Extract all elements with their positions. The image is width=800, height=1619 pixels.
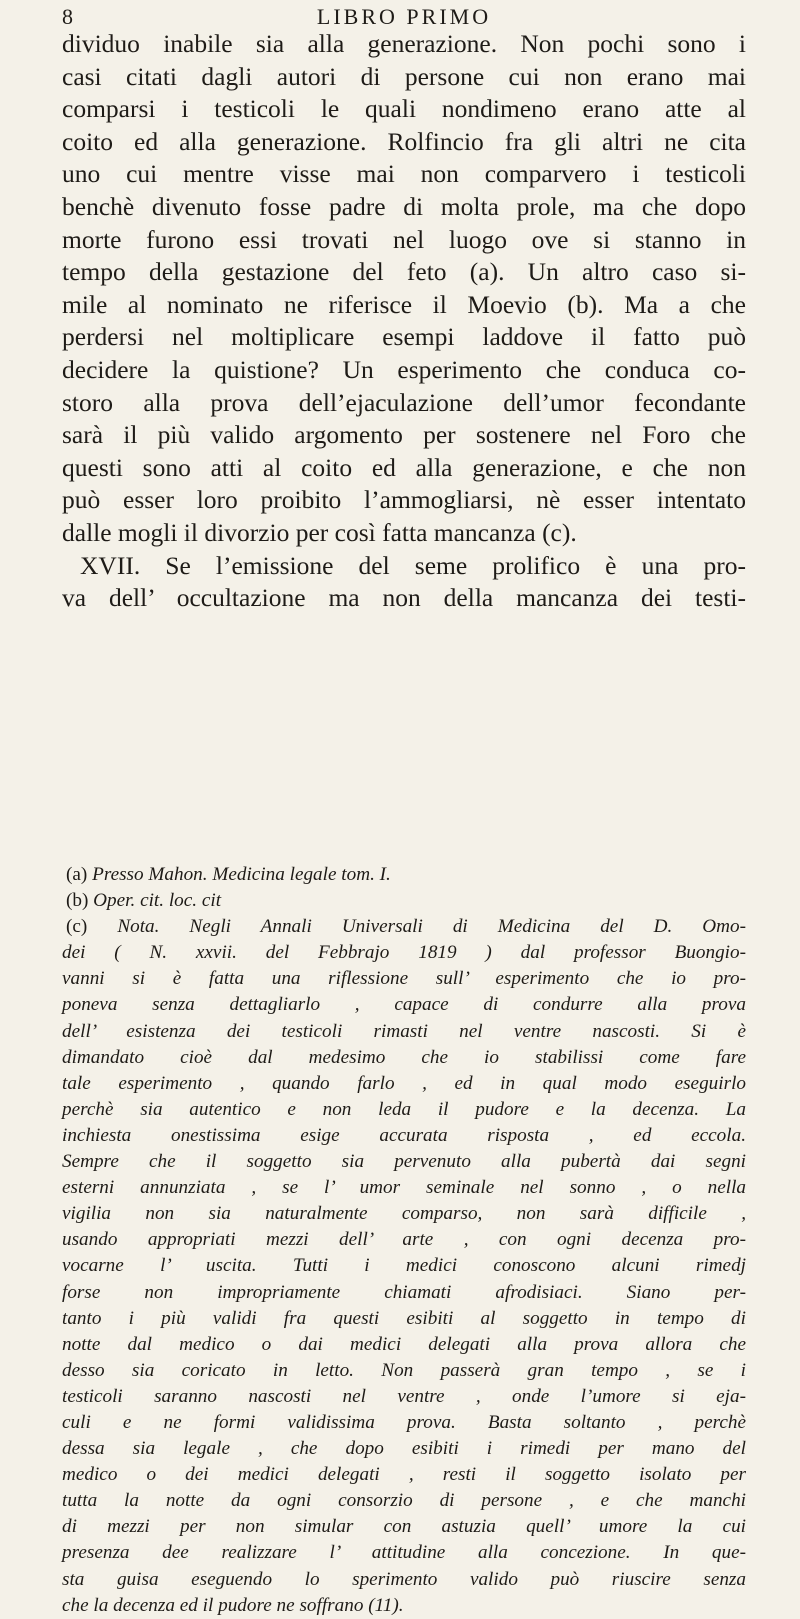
text-line: può esser loro proibito l’ammogliarsi, nè esser intentato	[62, 485, 746, 515]
text-line: sarà il più valido argomento per sostenere nel Foro che	[62, 420, 746, 450]
text-line: tempo della gestazione del feto (a). Un altro caso si-	[62, 257, 746, 287]
footnote-marker: (c)	[66, 916, 88, 938]
text-line: benchè divenuto fosse padre di molta prole, ma che dopo	[62, 191, 746, 221]
footnote-line: vanni si è fatta una riflessione sull’ esperimento che io pro-	[62, 968, 746, 990]
footnote-text: Presso Mahon. Medicina legale tom. I.	[92, 864, 391, 885]
text-line: casi citati dagli autori di persone cui non erano mai	[62, 61, 746, 91]
footnote-line: poneva senza dettagliarlo , capace di condurre alla prova	[62, 994, 746, 1016]
text-line: morte furono essi trovati nel luogo ove si stanno in	[62, 224, 746, 254]
footnotes	[62, 862, 746, 1619]
text-line: storo alla prova dell’ejaculazione dell’umor fecondante	[62, 387, 746, 417]
text-line: uno cui mentre visse mai non comparvero i testicoli	[62, 159, 746, 189]
footnote-line: sta guisa eseguendo lo sperimento valido può riuscire senza	[62, 1568, 746, 1590]
text-line: mile al nominato ne riferisce il Moevio (b). Ma a che	[62, 289, 746, 319]
text-line: comparsi i testicoli le quali nondimeno erano atte al	[62, 94, 746, 124]
footnote-line: dessa sia legale , che dopo esibiti i rimedi per mano del	[62, 1438, 746, 1460]
footnote-line: testicoli saranno nascosti nel ventre , onde l’umore si eja-	[62, 1385, 746, 1407]
text-line: coito ed alla generazione. Rolfincio fra gli altri ne cita	[62, 126, 746, 156]
footnote-line: notte dal medico o dai medici delegati alla prova allora che	[62, 1333, 746, 1355]
page-number: 8	[62, 4, 74, 29]
footnote-marker: (b)	[66, 890, 89, 912]
footnote-b	[62, 888, 746, 914]
footnote-marker: (a)	[66, 864, 88, 885]
footnote-line: tutta la notte da ogni consorzio di persone , e che manchi	[62, 1490, 746, 1512]
footnote-line: desso sia coricato in letto. Non passerà gran tempo , se i	[62, 1359, 746, 1381]
footnote-line: tale esperimento , quando farlo , ed in qual modo eseguirlo	[62, 1072, 746, 1094]
footnote-line: vigilia non sia naturalmente comparso, non sarà difficile ,	[62, 1203, 746, 1225]
footnote-line: esterni annunziata , se l’ umor seminale nel sonno , o nella	[62, 1177, 746, 1199]
footnote-a	[62, 862, 746, 888]
main-text	[62, 28, 746, 615]
footnote-line: inchiesta onestissima esige accurata risposta , ed eccola.	[62, 1124, 746, 1146]
footnote-text: Nota. Negli Annali Universali di Medicina del D. Omo-	[117, 916, 747, 938]
footnote-line: che la decenza ed il pudore ne soffrano (11).	[62, 1594, 404, 1616]
section-heading-line: XVII. Se l’emissione del seme prolifico è una pro-	[80, 550, 746, 580]
footnote-line: vocarne l’ uscita. Tutti i medici conoscono alcuni rimedj	[62, 1255, 746, 1277]
footnote-line: tanto i più validi fra questi esibiti al soggetto in tempo di	[62, 1307, 746, 1329]
footnote-line: medico o dei medici delegati , resti il soggetto isolato per	[62, 1464, 746, 1486]
footnote-line: Sempre che il soggetto sia pervenuto alla pubertà dai segni	[62, 1151, 746, 1173]
footnote-line: perchè sia autentico e non leda il pudore e la decenza. La	[62, 1098, 746, 1120]
footnote-c	[62, 914, 746, 940]
running-title: LIBRO PRIMO	[316, 4, 492, 29]
footnote-line: usando appropriati mezzi dell’ arte , con ogni decenza pro-	[62, 1229, 746, 1251]
footnote-line: culi e ne formi validissima prova. Basta soltanto , perchè	[62, 1411, 746, 1433]
footnote-line: dei ( N. xxvii. del Febbrajo 1819 ) dal professor Buongio-	[62, 942, 746, 964]
footnote-line: dell’ esistenza dei testicoli rimasti nel ventre nascosti. Si è	[62, 1020, 746, 1042]
text-line: perdersi nel moltiplicare esempi laddove il fatto può	[62, 322, 746, 352]
footnote-line: forse non impropriamente chiamati afrodisiaci. Siano per-	[62, 1281, 746, 1303]
footnote-line: presenza dee realizzare l’ attitudine alla concezione. In que-	[62, 1542, 746, 1564]
text-line: va dell’ occultazione ma non della mancanza dei testi-	[62, 583, 746, 613]
footnote-text: Oper. cit. loc. cit	[93, 890, 222, 912]
text-line: questi sono atti al coito ed alla generazione, e che non	[62, 452, 746, 482]
footnote-line: di mezzi per non simular con astuzia quell’ umore la cui	[62, 1516, 746, 1538]
text-line: decidere la quistione? Un esperimento che conduca co-	[62, 354, 746, 384]
footnote-line: dimandato cioè dal medesimo che io stabilissi come fare	[62, 1046, 746, 1068]
text-line: dalle mogli il divorzio per così fatta mancanza (c).	[62, 517, 577, 547]
text-line: dividuo inabile sia alla generazione. Non pochi sono i	[62, 29, 746, 58]
